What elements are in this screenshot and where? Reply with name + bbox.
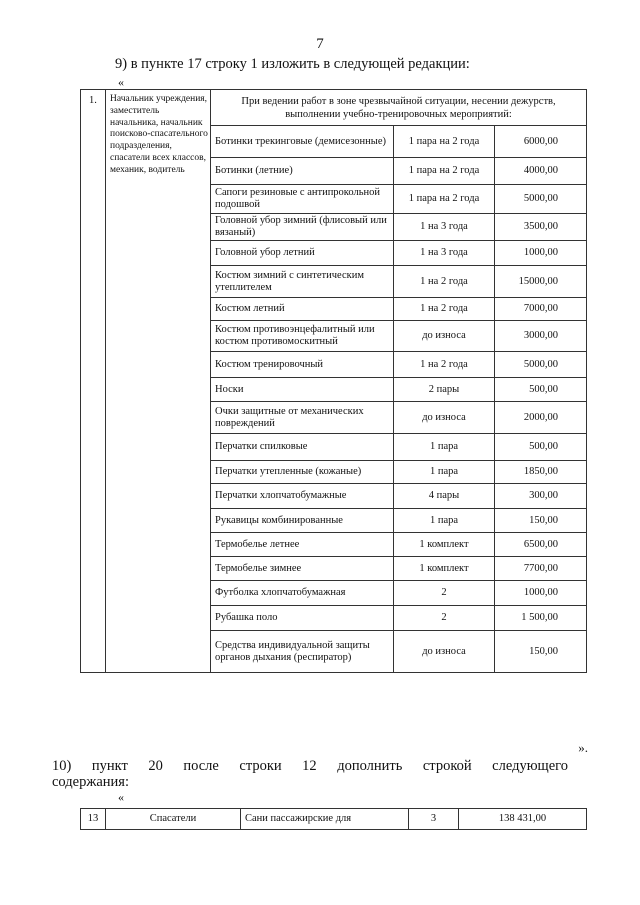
role-cell: Начальник учреждения, заместитель начальника, начальник поисково-спасательного подразделения, спасатели всех классов, механик, водитель (106, 90, 211, 673)
item-norm: до износа (394, 402, 495, 434)
item-name: Очки защитные от механических повреждений (211, 402, 394, 434)
item-price: 5000,00 (495, 352, 587, 378)
item-norm: 2 пары (394, 378, 495, 402)
uniform-norms-table-body (81, 90, 587, 673)
paragraph-9: 9) в пункте 17 строку 1 изложить в следующей редакции: (115, 56, 470, 72)
table-row (81, 809, 587, 830)
item-name: Костюм противоэнцефалитный или костюм противомоскитный (211, 321, 394, 352)
item-price: 1850,00 (495, 461, 587, 484)
item-name: Футболка хлопчатобумажная (211, 581, 394, 606)
item-name: Костюм зимний с синтетическим утеплителем (211, 266, 394, 298)
item-name: Головной убор зимний (флисовый или вязаный) (211, 214, 394, 241)
item-quantity: 3 (409, 809, 459, 830)
item-norm: 1 пара на 2 года (394, 185, 495, 214)
added-row-table (80, 808, 587, 830)
item-price: 3000,00 (495, 321, 587, 352)
item-price: 5000,00 (495, 185, 587, 214)
paragraph-10-line-1: 10) пункт 20 после строки 12 дополнить строкой следующего (52, 758, 568, 774)
close-quote: ». (578, 740, 588, 755)
item-name: Рукавицы комбинированные (211, 509, 394, 533)
item-norm: 1 на 3 года (394, 214, 495, 241)
conditions-header: При ведении работ в зоне чрезвычайной ситуации, несении дежурств, выполнении учебно-тренировочных мероприятий: (211, 90, 587, 126)
row-number: 13 (81, 809, 106, 830)
item-price: 150,00 (495, 509, 587, 533)
item-price: 1000,00 (495, 581, 587, 606)
item-norm: 4 пары (394, 484, 495, 509)
item-norm: до износа (394, 631, 495, 673)
item-name: Средства индивидуальной защиты органов дыхания (респиратор) (211, 631, 394, 673)
item-name: Костюм тренировочный (211, 352, 394, 378)
item-norm: 1 на 2 года (394, 266, 495, 298)
item-price: 138 431,00 (459, 809, 587, 830)
item-norm: 1 на 2 года (394, 352, 495, 378)
item-name: Ботинки трекинговые (демисезонные) (211, 126, 394, 158)
item-price: 7000,00 (495, 298, 587, 321)
item-price: 6500,00 (495, 533, 587, 557)
item-norm: до износа (394, 321, 495, 352)
item-price: 2000,00 (495, 402, 587, 434)
item-price: 500,00 (495, 378, 587, 402)
item-price: 3500,00 (495, 214, 587, 241)
paragraph-10-line-2: содержания: (52, 774, 130, 790)
item-norm: 1 комплект (394, 533, 495, 557)
page-number: 7 (316, 36, 324, 52)
item-name: Костюм летний (211, 298, 394, 321)
item-name: Ботинки (летние) (211, 158, 394, 185)
item-norm: 1 пара на 2 года (394, 126, 495, 158)
row-number: 1. (81, 90, 106, 673)
role-cell: Спасатели (106, 809, 241, 830)
item-price: 150,00 (495, 631, 587, 673)
item-name: Перчатки спилковые (211, 434, 394, 461)
item-norm: 1 пара (394, 434, 495, 461)
item-name: Сапоги резиновые с антипрокольной подошвой (211, 185, 394, 214)
item-name: Термобелье зимнее (211, 557, 394, 581)
open-quote: « (118, 75, 124, 89)
item-name: Рубашка поло (211, 606, 394, 631)
table-header-row (81, 90, 587, 126)
item-norm: 1 комплект (394, 557, 495, 581)
item-name: Сани пассажирские для (241, 809, 409, 830)
item-name: Перчатки хлопчатобумажные (211, 484, 394, 509)
item-name: Носки (211, 378, 394, 402)
item-price: 1 500,00 (495, 606, 587, 631)
item-name: Перчатки утепленные (кожаные) (211, 461, 394, 484)
item-price: 15000,00 (495, 266, 587, 298)
item-price: 7700,00 (495, 557, 587, 581)
item-price: 6000,00 (495, 126, 587, 158)
item-norm: 1 на 2 года (394, 298, 495, 321)
item-price: 1000,00 (495, 241, 587, 266)
item-price: 500,00 (495, 434, 587, 461)
item-name: Головной убор летний (211, 241, 394, 266)
item-norm: 1 пара на 2 года (394, 158, 495, 185)
item-norm: 1 пара (394, 461, 495, 484)
item-norm: 1 пара (394, 509, 495, 533)
open-quote-2: « (118, 790, 124, 804)
uniform-norms-table (80, 89, 587, 673)
item-price: 300,00 (495, 484, 587, 509)
item-norm: 1 на 3 года (394, 241, 495, 266)
item-name: Термобелье летнее (211, 533, 394, 557)
item-norm: 2 (394, 606, 495, 631)
item-norm: 2 (394, 581, 495, 606)
item-price: 4000,00 (495, 158, 587, 185)
